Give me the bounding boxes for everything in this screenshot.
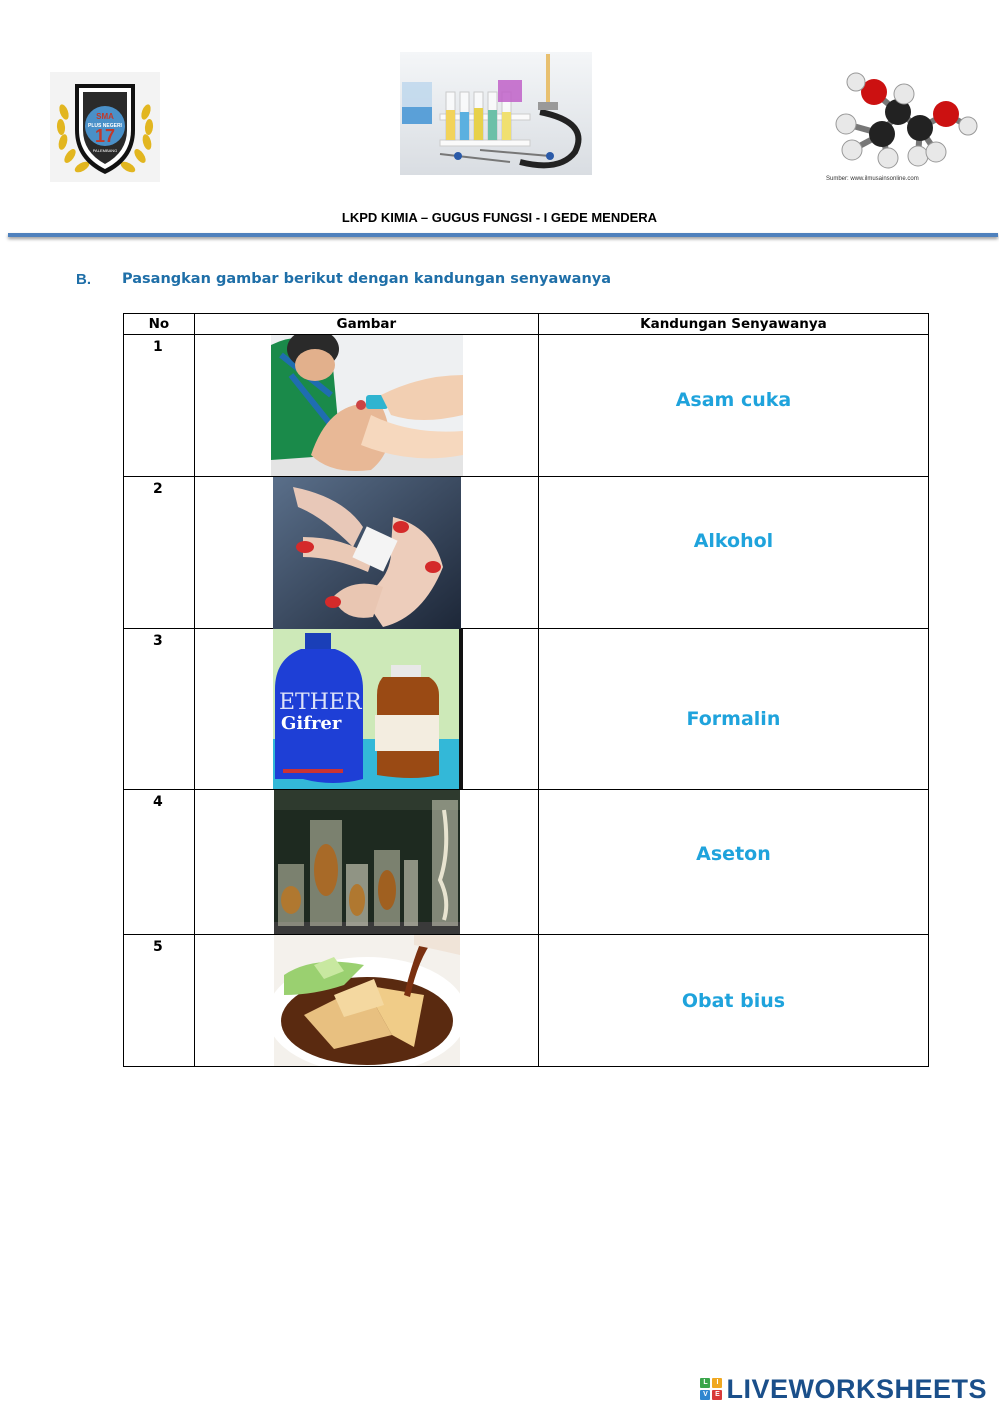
svg-text:SMA: SMA [96, 112, 114, 121]
molecule-model-image [822, 72, 982, 190]
svg-text:PLUS NEGERI: PLUS NEGERI [88, 123, 122, 129]
image-cell [194, 790, 538, 935]
column-header-no: No [124, 314, 195, 335]
column-header-gambar: Gambar [194, 314, 538, 335]
preserved-specimens-image[interactable] [274, 790, 460, 934]
svg-text:PALEMBANG: PALEMBANG [92, 148, 118, 153]
answer-option[interactable]: Aseton [538, 790, 928, 935]
row-number: 4 [124, 790, 195, 935]
row-number: 5 [124, 935, 195, 1067]
answer-option[interactable]: Formalin [538, 629, 928, 790]
header-divider [8, 233, 998, 237]
table-row [124, 935, 929, 1067]
answer-option[interactable]: Asam cuka [538, 335, 928, 477]
section-instruction: Pasangkan gambar berikut dengan kandungan senyawanya [122, 271, 611, 287]
answer-option[interactable]: Obat bius [538, 935, 928, 1067]
column-header-kandungan: Kandungan Senyawanya [538, 314, 928, 335]
table-row [124, 477, 929, 629]
ether-bottles-image[interactable] [273, 629, 463, 789]
school-logo [50, 72, 160, 182]
answer-option[interactable]: Alkohol [538, 477, 928, 629]
bottle-label-text: ETHER [278, 690, 362, 715]
lab-glassware-image [400, 52, 592, 175]
matching-table [123, 313, 929, 1067]
row-number: 2 [124, 477, 195, 629]
svg-text:17: 17 [94, 126, 116, 146]
row-number: 3 [124, 629, 195, 790]
header-title: LKPD KIMIA – GUGUS FUNGSI - I GEDE MENDERA [341, 210, 658, 225]
table-row [124, 629, 929, 790]
section-letter: B. [76, 271, 91, 288]
liveworksheets-logo [700, 1374, 987, 1404]
liveworksheets-blocks-icon: L I V E [700, 1378, 722, 1400]
pempek-with-cuko-image[interactable] [274, 935, 460, 1066]
liveworksheets-wordmark: LIVEWORKSHEETS [726, 1373, 987, 1404]
bottle-brand-text: Gifrer [280, 713, 342, 734]
image-cell [194, 935, 538, 1067]
image-source-caption: Sumber: www.ilmusainsonline.com [826, 176, 919, 182]
table-row [124, 790, 929, 935]
nail-polish-removal-image[interactable] [273, 477, 461, 629]
image-cell [194, 629, 538, 790]
child-wound-cleaning-image[interactable] [271, 335, 463, 476]
row-number: 1 [124, 335, 195, 477]
image-cell [194, 335, 538, 477]
table-header-row [124, 314, 929, 335]
table-row [124, 335, 929, 477]
image-cell [194, 477, 538, 629]
